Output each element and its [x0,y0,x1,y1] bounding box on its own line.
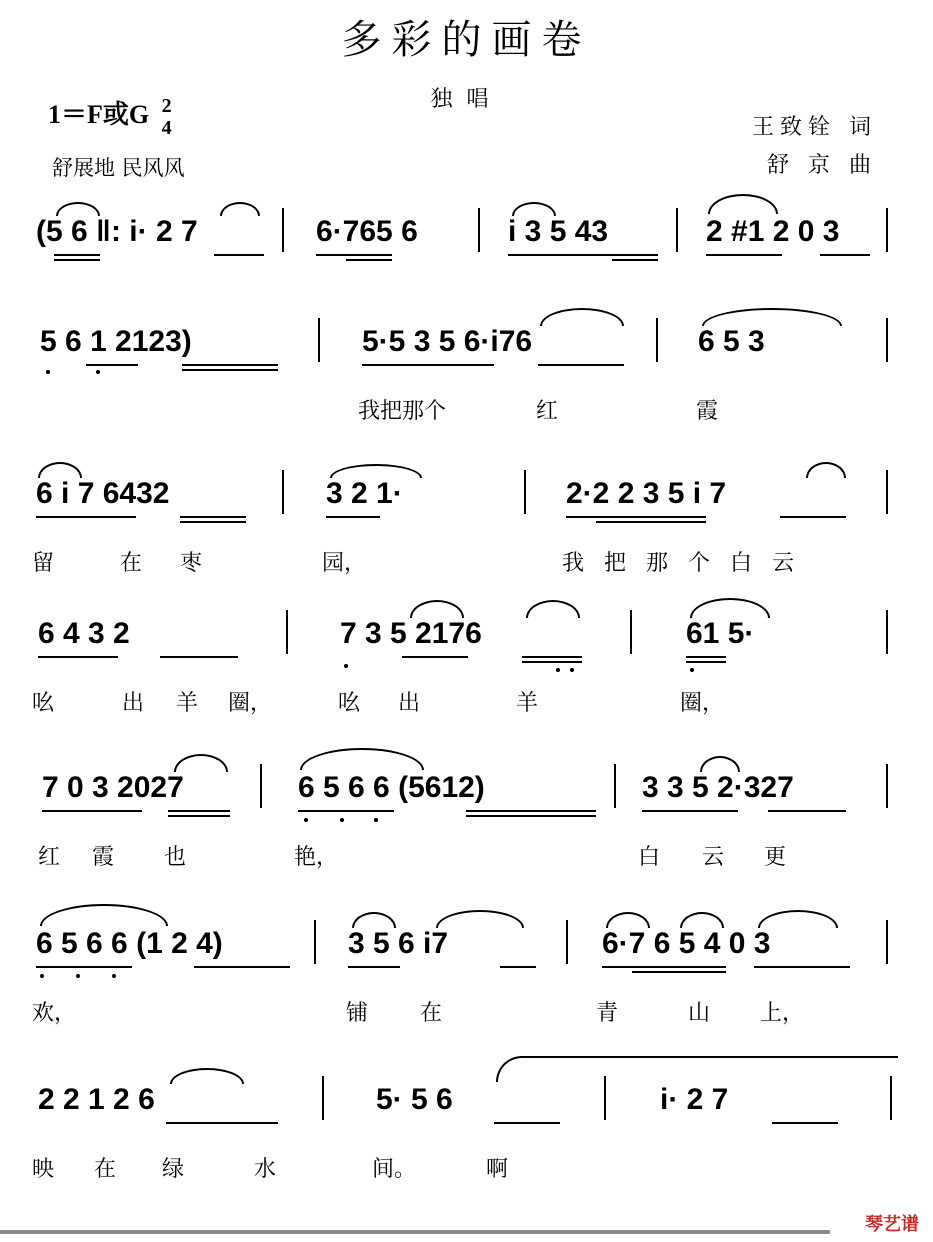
low-octave-dot [556,668,560,672]
bar-2-2: 5·5 3 5 6·i76 [362,325,533,358]
lyric: 啊 [486,1157,509,1182]
beam-line [160,656,238,658]
slur [170,1068,244,1084]
bar-4-3: 61 5· [686,617,755,650]
bar-6-1: 6 5 6 6 (1 2 4) [36,927,223,960]
lyric: 圈， [228,691,273,716]
beam-line [42,810,142,812]
lyric: 山 [688,1001,711,1026]
lyric: 红 [536,399,559,424]
composer-credit: 舒 京 曲 [767,153,877,178]
beam-line [500,966,536,968]
low-octave-dot [40,974,44,978]
beam-line [706,254,782,256]
beam-line [596,521,706,523]
beam-line [538,364,624,366]
barline [282,208,284,252]
slur [680,912,724,928]
lyric: 圈， [680,691,725,716]
watermark-text: 琴艺谱 [865,1214,919,1235]
beam-line [182,364,278,366]
beam-line [566,516,706,518]
beam-line [362,364,494,366]
barline [322,1076,324,1120]
slur [56,202,100,216]
slur [352,912,396,928]
low-octave-dot [96,370,100,374]
beam-line [316,254,392,256]
beam-line [166,1122,278,1124]
lyric: 白 [638,845,661,870]
barline [886,208,888,252]
lyric: 在 [120,551,143,576]
song-title: 多彩的画卷 [341,17,592,63]
tempo-marking: 舒展地 民风风 [52,156,185,180]
beam-line [54,259,100,261]
lyric: 在 [94,1157,117,1182]
beam-line [38,656,118,658]
beam-line [54,254,100,256]
lyric: 间。 [372,1157,417,1182]
slur [526,600,580,618]
beam-line [214,254,264,256]
beam-line [820,254,870,256]
bar-4-2: 7 3 5 2176 [340,617,482,650]
beam-line [466,815,596,817]
key-signature [48,94,172,139]
tie-phrase [496,1056,898,1082]
beam-line [642,810,738,812]
beam-line [612,259,658,261]
bar-3-3: 2·2 2 3 5 i 7 [566,477,727,510]
beam-line [36,516,136,518]
beam-line [402,656,468,658]
slur [174,754,228,772]
lyric: 艳， [294,845,339,870]
low-octave-dot [374,818,378,822]
barline [886,470,888,514]
bar-3-1: 6 i 7 6432 [36,477,170,510]
beam-line [602,966,726,968]
barline [286,610,288,654]
bar-7-1: 2 2 1 2 6 [38,1083,155,1116]
lyric: 在 [420,1001,443,1026]
lyric: 欢， [32,1001,77,1026]
lyric: 留 [32,551,55,576]
slur [806,462,846,478]
time-signature [162,95,172,139]
barline [886,318,888,362]
lyric: 我把那个白云 [562,551,815,576]
lyric: 枣 [180,551,203,576]
beam-line [494,1122,560,1124]
bar-7-3: i· 2 7 [660,1083,729,1116]
beam-line [632,971,726,973]
slur [702,308,842,326]
lyric: 上， [760,1001,805,1026]
barline [566,920,568,964]
watermark-logo [865,1210,919,1236]
beam-line [182,369,278,371]
barline [318,318,320,362]
slur [300,748,424,770]
beam-line [686,661,726,663]
beam-line [466,810,596,812]
barline [630,610,632,654]
lyric: 出 [122,691,145,716]
bar-3-2: 3 2 1· [326,477,403,510]
slur [690,598,770,618]
bar-6-2: 3 5 6 i7 [348,927,449,960]
beam-line [194,966,290,968]
slur [436,910,524,928]
slur [410,600,464,618]
barline [890,1076,892,1120]
lyric: 我把那个 [358,399,447,424]
beam-line [180,516,246,518]
bar-2-3: 6 5 3 [698,325,765,358]
barline [886,610,888,654]
lyric: 吆 [338,691,361,716]
low-octave-dot [112,974,116,978]
slur [330,464,422,478]
barline [260,764,262,808]
low-octave-dot [690,668,694,672]
beam-line [754,966,850,968]
bar-5-1: 7 0 3 2027 [42,771,184,804]
bar-6-3: 6·7 6 5 4 0 3 [602,927,771,960]
slur [220,202,260,216]
lyric: 铺 [346,1001,369,1026]
lyric: 红 [38,845,61,870]
lyricist-credit: 王致铨 词 [752,115,877,140]
lyric: 青 [596,1001,619,1026]
lyric: 更 [764,845,787,870]
bar-1-2: 6·765 6 [316,215,418,248]
lyric: 水 [254,1157,277,1182]
barline [656,318,658,362]
barline [478,208,480,252]
barline [614,764,616,808]
slur [38,462,82,478]
beam-line [686,656,726,658]
bar-1-1: (5 6 ‖: i· 2 7 [36,215,198,248]
slur [606,912,650,928]
performance-type: 独唱 [430,87,503,112]
barline [886,920,888,964]
slur [758,910,838,928]
beam-line [326,516,380,518]
bar-5-3: 3 3 5 2·327 [642,771,794,804]
lyric: 羊 [176,691,199,716]
bar-5-2: 6 5 6 6 (5612) [298,771,485,804]
bar-7-2: 5· 5 6 [376,1083,453,1116]
slur [40,904,168,926]
lyric: 园， [322,551,367,576]
bar-1-4: 2 #1 2 0 3 [706,215,840,248]
slur [700,756,740,772]
lyric: 映 [32,1157,55,1182]
bar-1-3: i 3 5 43 [508,215,609,248]
footer-rule [0,1230,830,1234]
barline [314,920,316,964]
lyric: 云 [702,845,725,870]
meter-top: 2 [161,95,172,118]
beam-line [768,810,846,812]
low-octave-dot [344,664,348,668]
beam-line [772,1122,838,1124]
meter-bottom: 4 [161,117,172,140]
beam-line [36,966,132,968]
lyric: 霞 [696,399,719,424]
low-octave-dot [340,818,344,822]
beam-line [348,966,400,968]
bar-4-1: 6 4 3 2 [38,617,130,650]
bar-2-1: 5 6 1 2123) [40,325,192,358]
beam-line [522,661,582,663]
barline [676,208,678,252]
beam-line [86,364,138,366]
lyric: 出 [398,691,421,716]
beam-line [508,254,658,256]
low-octave-dot [570,668,574,672]
low-octave-dot [76,974,80,978]
slur [540,308,624,326]
low-octave-dot [46,370,50,374]
beam-line [180,521,246,523]
beam-line [168,815,230,817]
low-octave-dot [304,818,308,822]
lyric: 吆 [32,691,55,716]
beam-line [346,259,392,261]
key-label: 1＝F或G [48,100,150,129]
beam-line [522,656,582,658]
lyric: 羊 [516,691,539,716]
beam-line [298,810,394,812]
barline [524,470,526,514]
lyric: 也 [164,845,187,870]
slur [708,194,778,214]
barline [886,764,888,808]
lyric: 霞 [92,845,115,870]
lyric: 绿 [162,1157,185,1182]
beam-line [168,810,230,812]
beam-line [780,516,846,518]
barline [282,470,284,514]
slur [512,202,556,216]
barline [604,1076,606,1120]
